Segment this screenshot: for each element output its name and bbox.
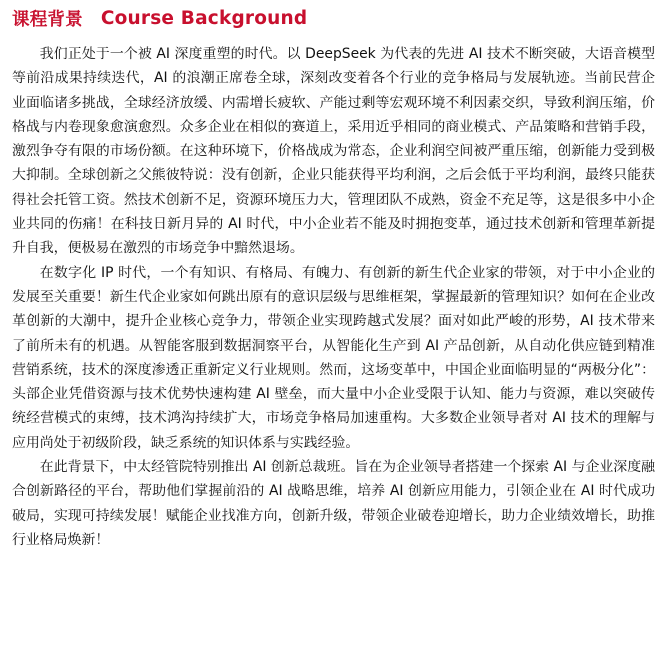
body-text [12,42,655,552]
section-title-zh: 课程背景 [12,9,83,30]
paragraph-ai-era: 我们正处于一个被 AI 深度重塑的时代。以 DeepSeek 为代表的先进 AI 技术不断突破，大语音模型等前沿成果持续迭代，AI 的浪潮正席卷全球，深刻改变着各个行业的竞争格局与发展轨迹。当前民营企业面临诸多挑战，全球经济放缓、内需增长疲软、产能过剩等宏观环境不利因素交织，导致利润压缩，价格战与内卷现象愈演愈烈。众多企业在相似的赛道上，采用近乎相同的商业模式、产品策略和营销手段，激烈争夺有限的市场份额。在这种环境下，价格战成为常态，企业利润空间被严重压缩，创新能力受到极大抑制。全球创新之父熊彼特说：没有创新，企业只能获得平均利润，之后会低于平均利润，最终只能获得社会托管工资。然技术创新不足，资源环境压力大，管理团队不成熟，资金不充足等，这是很多中小企业共同的伤痛！在科技日新月异的 AI 时代，中小企业若不能及时拥抱变革，通过技术创新和管理革新提升自我，便极易在激烈的市场竞争中黯然退场。 [12,46,655,257]
paragraph-program-launch: 在此背景下，中太经管院特别推出 AI 创新总裁班。旨在为企业领导者搭建一个探索 AI 与企业深度融合创新路径的平台，帮助他们掌握前沿的 AI 战略思维，培养 AI 创新应用能力，引领企业在 AI 时代成功破局，实现可持续发展！赋能企业找准方向，创新升级，带领企业破卷迎增长，助力企业绩效增长，助推行业格局焕新！ [12,459,655,548]
section-title-en: Course Background [100,7,308,29]
section-heading [12,2,655,34]
paragraph-digital-ip: 在数字化 IP 时代，一个有知识、有格局、有魄力、有创新的新生代企业家的带领，对于中小企业的发展至关重要！新生代企业家如何跳出原有的意识层级与思维框架，掌握最新的管理知识？如何在企业改革创新的大潮中，提升企业核心竞争力，带领企业实现跨越式发展？面对如此严峻的形势，AI 技术带来了前所未有的机遇。从智能客服到数据洞察平台，从智能化生产到 AI 产品创新，从自动化供应链到精准营销系统，技术的深度渗透正重新定义行业规则。然而，这场变革中，中国企业面临明显的“两极分化”：头部企业凭借资源与技术优势快速构建 AI 壁垒，而大量中小企业受限于认知、能力与资源，难以突破传统经营模式的束缚，技术鸿沟持续扩大，市场竞争格局加速重构。大多数企业领导者对 AI 技术的理解与应用尚处于初级阶段，缺乏系统的知识体系与实践经验。 [12,264,655,451]
